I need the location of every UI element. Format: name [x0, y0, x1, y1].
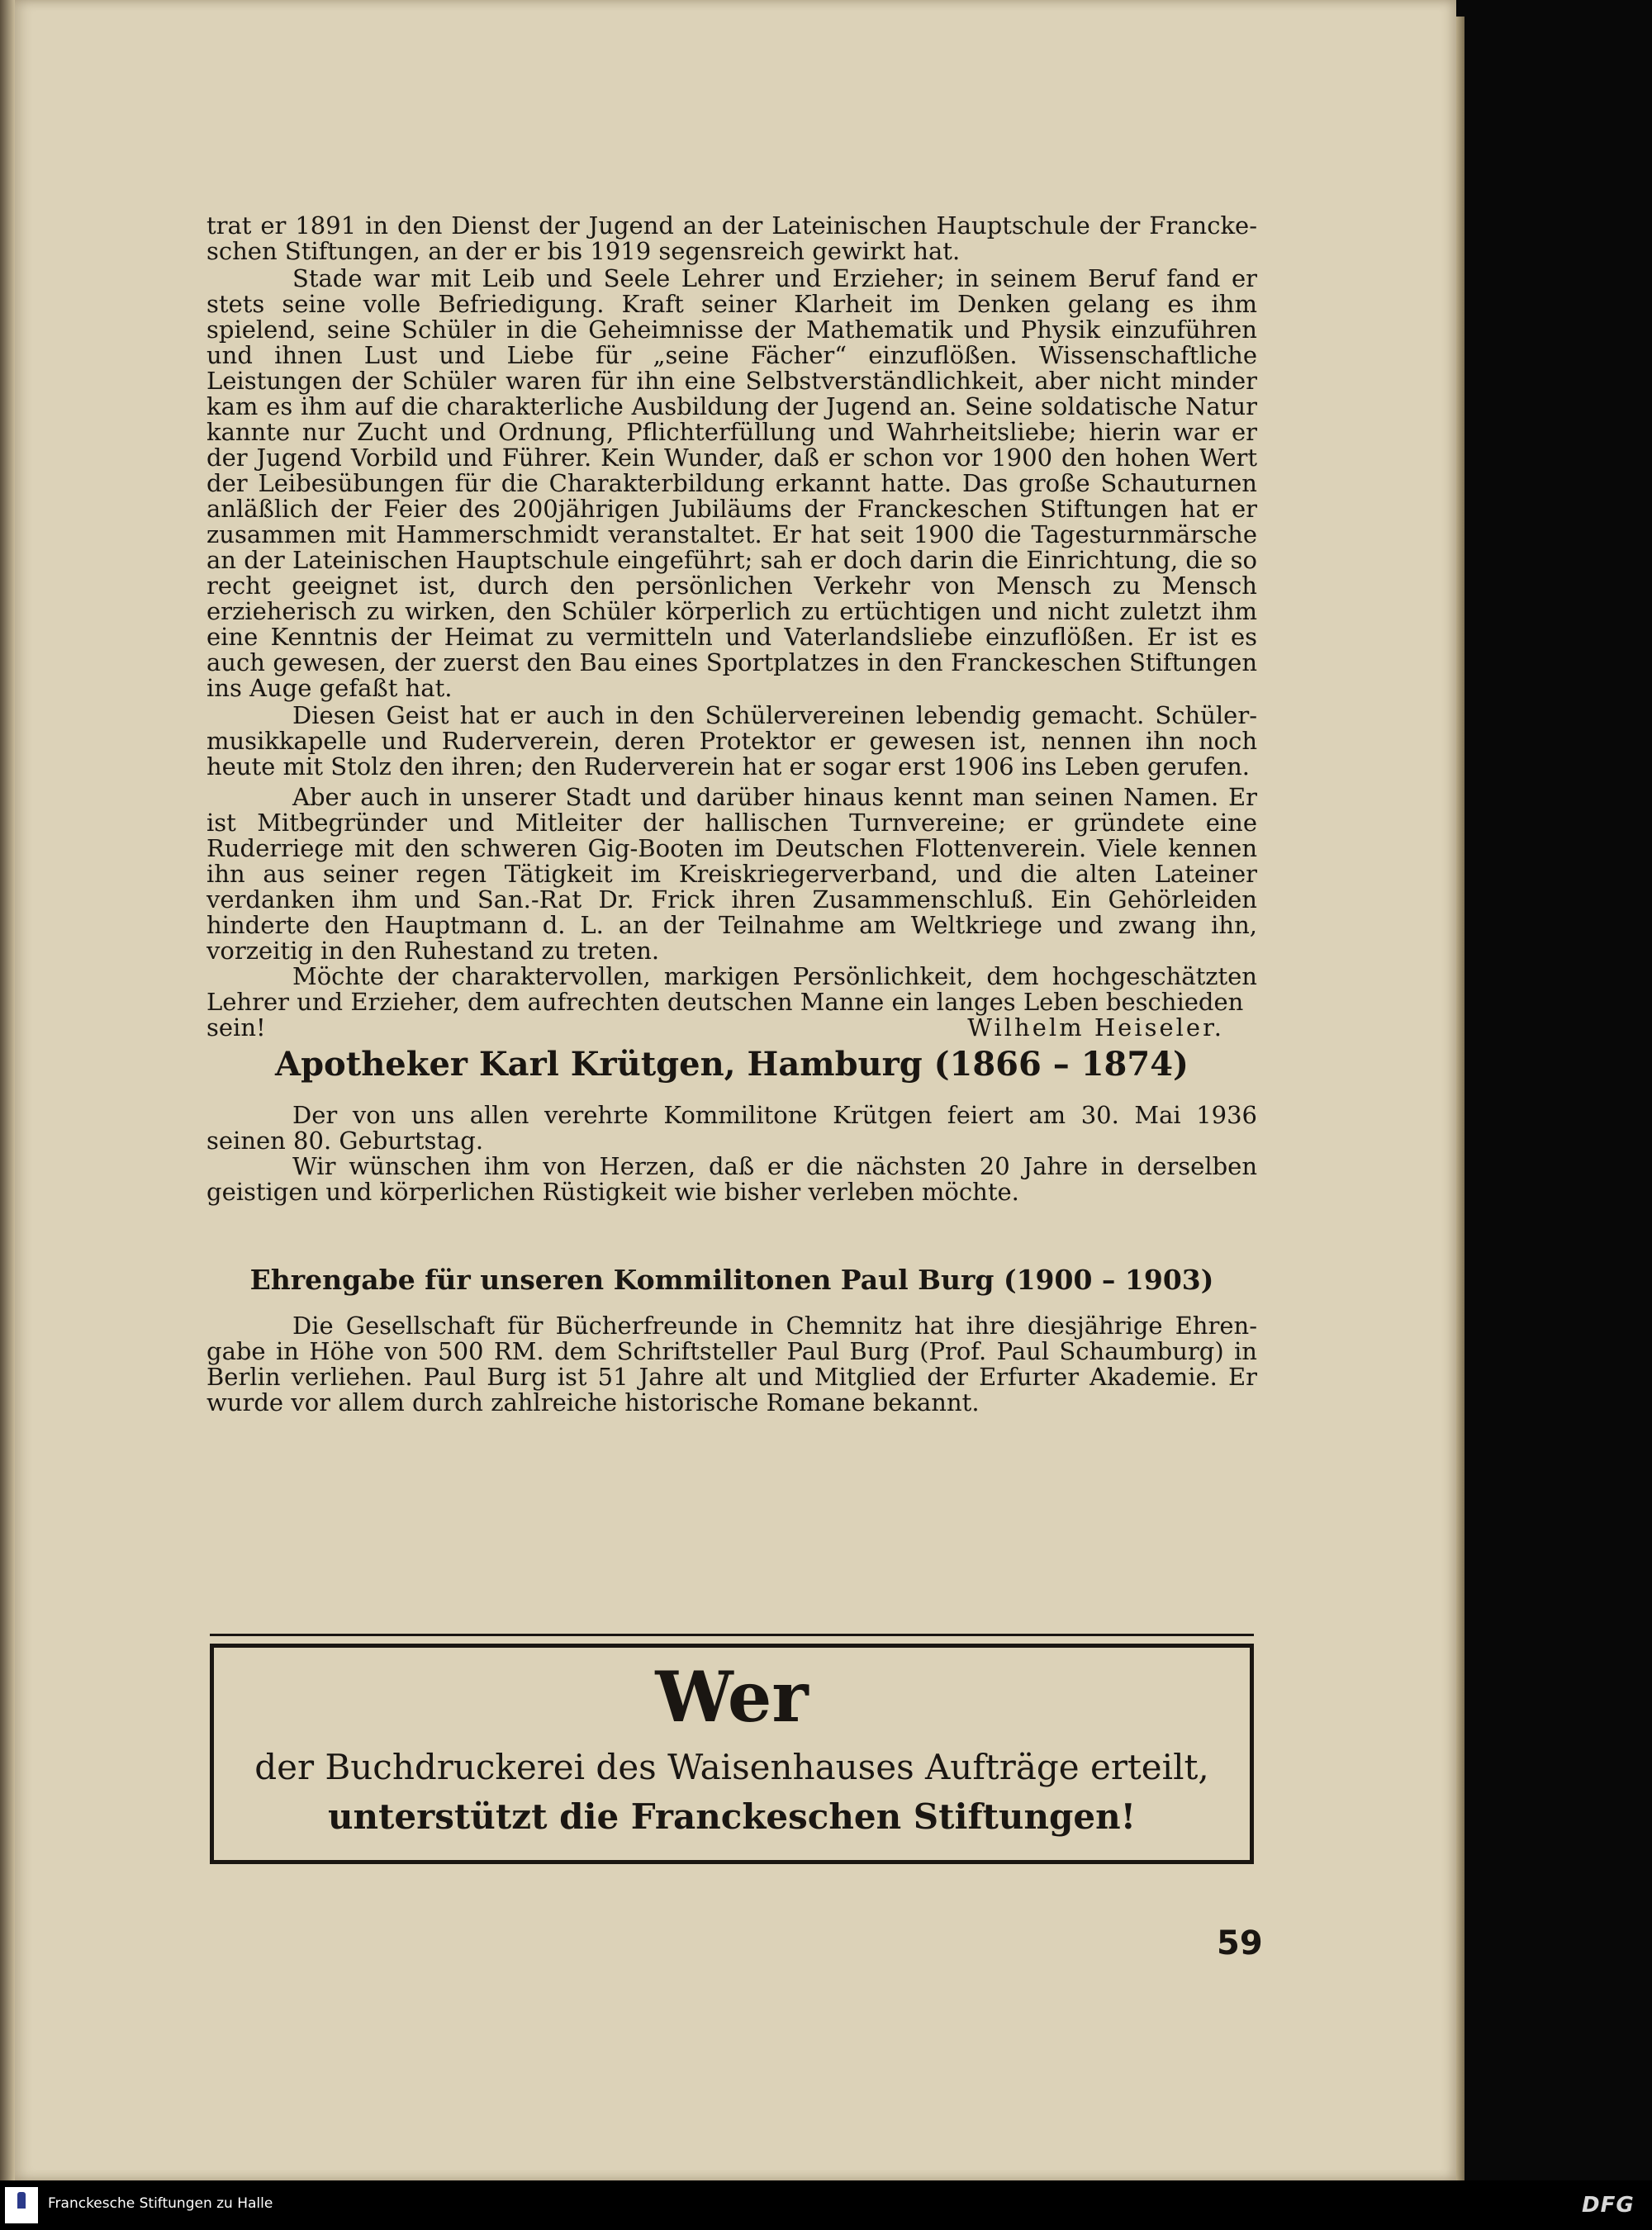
signature-line	[206, 1015, 1257, 1041]
left-page-edge	[0, 0, 15, 2180]
article-heading: Ehrengabe für unseren Kommilitonen Paul Burg (1900 – 1903)	[249, 1264, 1214, 1296]
paragraph: Die Gesellschaft für Bücherfreunde in Chemnitz hat ihre diesjährige Ehren-gabe in Höhe von 500 RM. dem Schriftsteller Paul Burg (Prof. Paul Schaumburg) in Berlin verliehen. Paul Burg ist 51 Jahre alt und Mitglied der Erfurter Akademie. Er wurde vor allem durch zahlreiche historische Romane bekannt.	[206, 1312, 1257, 1416]
page-number: 59	[1217, 1924, 1263, 1962]
paragraph: Wir wünschen ihm von Herzen, daß er die nächsten 20 Jahre in derselben geistigen und körperlichen Rüstigkeit wie bisher verleben möchte.	[206, 1152, 1257, 1206]
article2	[206, 1103, 1257, 1205]
dfg-logo: DFG	[1582, 2193, 1635, 2218]
right-page-edge	[1456, 17, 1464, 2180]
institution-name: Franckesche Stiftungen zu Halle	[48, 2195, 273, 2212]
closing-word: sein!	[206, 1013, 266, 1041]
paragraph: Diesen Geist hat er auch in den Schülervereinen lebendig gemacht. Schüler-musikkapelle und Ruderverein, deren Protektor er gewesen ist, nennen ihn noch heute mit Stolz den ihren; den Ruderverein hat er sogar erst 1906 ins Leben gerufen.	[206, 701, 1257, 780]
advertisement-text: der Buchdruckerei des Waisenhauses Aufträge erteilt,	[254, 1747, 1209, 1787]
paragraph: trat er 1891 in den Dienst der Jugend an der Lateinischen Hauptschule der Francke-schen Stiftungen, an der er bis 1919 segensreich gewirkt hat.	[206, 211, 1257, 265]
paragraph: Aber auch in unserer Stadt und darüber hinaus kennt man seinen Namen. Er ist Mitbegründer und Mitleiter der hallischen Turnvereine; er gründete eine Ruderriege mit den schweren Gig-Booten im Deutschen Flottenverein. Viele kennen ihn aus seiner regen Tätigkeit im Kreiskriegerverband, und die alten Lateiner verdanken ihm und San.-Rat Dr. Frick ihren Zusammenschluß. Ein Gehörleiden hinderte den Hauptmann d. L. an der Teilnahme am Weltkriege und zwang ihn, vorzeitig in den Ruhestand zu treten.	[206, 783, 1257, 965]
paragraph: Der von uns allen verehrte Kommilitone Krütgen feiert am 30. Mai 1936 seinen 80. Geburtstag.	[206, 1101, 1257, 1155]
advertisement-headline: Wer	[655, 1656, 809, 1738]
article1	[206, 213, 1257, 1041]
author-signature: Wilhelm Heiseler.	[967, 1013, 1224, 1041]
advertisement-box	[210, 1644, 1254, 1864]
paragraph: Stade war mit Leib und Seele Lehrer und Erzieher; in seinem Beruf fand er stets seine volle Befriedigung. Kraft seiner Klarheit im Denken gelang es ihm spielend, seine Schüler in die Geheimnisse der Mathematik und Physik einzuführen und ihnen Lust und Liebe für „seine Fächer“ einzuflößen. Wissenschaftliche Leistungen der Schüler waren für ihn eine Selbstverständlichkeit, aber nicht minder kam es ihm auf die charakterliche Ausbildung der Jugend an. Seine soldatische Natur kannte nur Zucht und Ordnung, Pflichterfüllung und Wahrheitsliebe; hierin war er der Jugend Vorbild und Führer. Kein Wunder, daß er schon vor 1900 den hohen Wert der Leibesübungen für die Charakterbildung erkannt hatte. Das große Schauturnen anläßlich der Feier des 200jährigen Jubiläums der Franckeschen Stiftungen hat er zusammen mit Hammerschmidt veranstaltet. Er hat seit 1900 die Tagesturnmärsche an der Lateinischen Hauptschule eingeführt; sah er doch darin die Einrichtung, die so recht geeignet ist, durch den persönlichen Verkehr von Mensch zu Mensch erzieherisch zu wirken, den Schüler körperlich zu ertüchtigen und nicht zuletzt ihm eine Kenntnis der Heimat zu vermitteln und Vaterlandsliebe einzuflößen. Er ist es auch gewesen, der zuerst den Bau eines Sportplatzes in den Franckeschen Stiftungen ins Auge gefaßt hat.	[206, 264, 1257, 702]
book-page	[15, 0, 1456, 2180]
advertisement-slogan: unterstützt die Franckeschen Stiftungen!	[327, 1796, 1137, 1837]
paragraph: Möchte der charaktervollen, markigen Persönlichkeit, dem hochgeschätzten Lehrer und Erzieher, dem aufrechten deutschen Manne ein langes Leben beschieden	[206, 962, 1257, 1016]
advertisement-rule	[210, 1634, 1254, 1636]
article-heading: Apotheker Karl Krütgen, Hamburg (1866 – 1874)	[275, 1045, 1189, 1084]
institution-logo-icon	[5, 2187, 38, 2223]
article3	[206, 1313, 1257, 1416]
